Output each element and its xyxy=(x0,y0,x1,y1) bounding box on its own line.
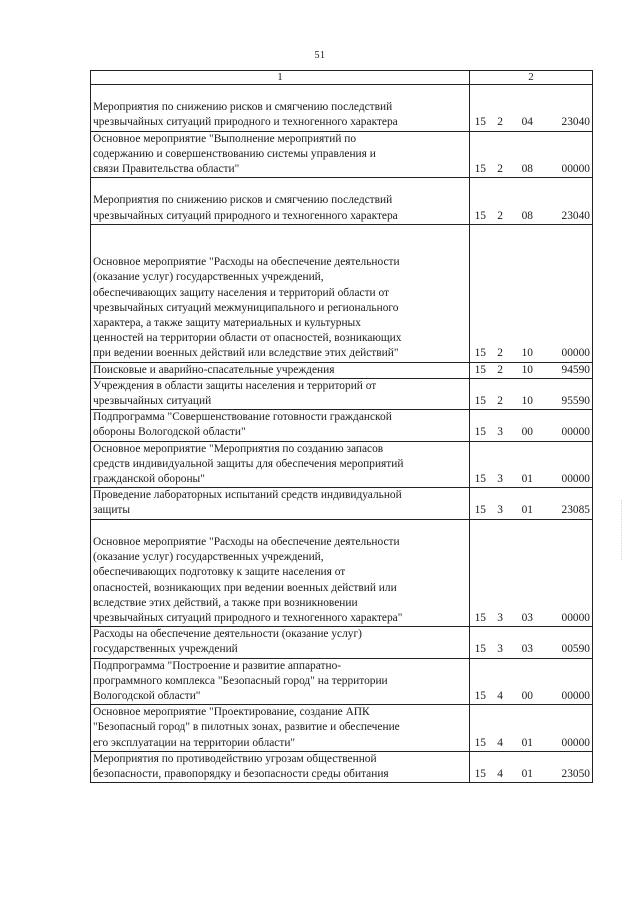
program-code: 15 xyxy=(474,347,486,360)
program-code: 15 xyxy=(474,363,486,376)
description-line: чрезвычайных ситуаций межмуниципального и регионального xyxy=(93,301,399,314)
header-col-1: 1 xyxy=(91,71,470,85)
row-code xyxy=(470,658,593,705)
budget-classification-table xyxy=(90,70,593,783)
row-description xyxy=(91,751,470,782)
subprogram-code: 3 xyxy=(497,611,503,624)
table-row xyxy=(91,362,593,378)
table-row xyxy=(91,131,593,178)
program-code: 15 xyxy=(474,209,486,222)
expense-code: 23085 xyxy=(561,504,590,517)
program-code: 15 xyxy=(474,504,486,517)
table-row xyxy=(91,488,593,519)
activity-code: 01 xyxy=(521,473,533,486)
row-description xyxy=(91,627,470,658)
row-description xyxy=(91,658,470,705)
expense-code: 00000 xyxy=(561,611,590,624)
subprogram-code: 4 xyxy=(497,767,503,780)
activity-code: 08 xyxy=(521,163,533,176)
activity-code: 03 xyxy=(521,643,533,656)
subprogram-code: 3 xyxy=(497,426,503,439)
activity-code: 03 xyxy=(521,611,533,624)
description-line: Подпрограмма "Совершенствование готовности гражданской xyxy=(93,411,392,424)
program-code: 15 xyxy=(474,426,486,439)
description-line: обеспечивающих подготовку к защите населения от xyxy=(93,566,346,579)
table-row xyxy=(91,378,593,409)
program-code: 15 xyxy=(474,473,486,486)
row-description xyxy=(91,85,470,132)
row-code xyxy=(470,751,593,782)
description-line: Вологодской области" xyxy=(93,689,201,702)
program-code: 15 xyxy=(474,611,486,624)
table-row xyxy=(91,705,593,752)
expense-code: 00000 xyxy=(561,163,590,176)
description-line: чрезвычайных ситуаций xyxy=(93,395,212,408)
description-line: безопасности, правопорядку и безопасности среды обитания xyxy=(93,767,389,780)
subprogram-code: 2 xyxy=(497,209,503,222)
description-line: чрезвычайных ситуаций природного и техногенного характера" xyxy=(93,611,403,624)
expense-code: 00000 xyxy=(561,736,590,749)
table-row xyxy=(91,658,593,705)
activity-code: 01 xyxy=(521,736,533,749)
row-description xyxy=(91,488,470,519)
activity-code: 00 xyxy=(521,689,533,702)
row-code xyxy=(470,705,593,752)
subprogram-code: 3 xyxy=(497,504,503,517)
description-line: Основное мероприятие "Выполнение мероприятий по xyxy=(93,132,357,145)
expense-code: 23040 xyxy=(561,116,590,129)
header-col-2: 2 xyxy=(470,71,593,85)
description-line xyxy=(93,85,467,100)
subprogram-code: 3 xyxy=(497,473,503,486)
description-line xyxy=(93,240,467,255)
description-line xyxy=(93,225,467,240)
row-description xyxy=(91,441,470,488)
expense-code: 00000 xyxy=(561,473,590,486)
subprogram-code: 2 xyxy=(497,363,503,376)
row-code xyxy=(470,441,593,488)
description-line: Учреждения в области защиты населения и территорий от xyxy=(93,379,377,392)
subprogram-code: 3 xyxy=(497,643,503,656)
page-number: 51 xyxy=(314,50,326,61)
description-line: Мероприятия по снижению рисков и смягчению последствий xyxy=(93,101,393,114)
description-line: содержанию и совершенствованию системы управления и xyxy=(93,147,376,160)
activity-code: 01 xyxy=(521,504,533,517)
subprogram-code: 2 xyxy=(497,116,503,129)
row-description xyxy=(91,178,470,225)
description-line: Основное мероприятие "Расходы на обеспечение деятельности xyxy=(93,256,400,269)
description-line xyxy=(93,178,467,193)
row-description xyxy=(91,362,470,378)
row-code xyxy=(470,378,593,409)
activity-code: 00 xyxy=(521,426,533,439)
table-row xyxy=(91,224,593,362)
description-line: Основное мероприятие "Мероприятия по созданию запасов xyxy=(93,442,384,455)
program-code: 15 xyxy=(474,689,486,702)
row-code xyxy=(470,178,593,225)
row-code xyxy=(470,224,593,362)
description-line: связи Правительства области" xyxy=(93,163,240,176)
table-row xyxy=(91,441,593,488)
description-line: чрезвычайных ситуаций природного и техногенного характера xyxy=(93,209,398,222)
description-line: характера, а также защиту материальных и культурных xyxy=(93,317,361,330)
table-header-row xyxy=(91,71,593,85)
activity-code: 08 xyxy=(521,209,533,222)
description-line xyxy=(93,520,467,535)
description-line: Мероприятия по снижению рисков и смягчению последствий xyxy=(93,194,393,207)
row-description xyxy=(91,705,470,752)
scan-artifact xyxy=(601,500,622,560)
expense-code: 00000 xyxy=(561,426,590,439)
row-code xyxy=(470,362,593,378)
program-code: 15 xyxy=(474,736,486,749)
expense-code: 23050 xyxy=(561,767,590,780)
row-code xyxy=(470,488,593,519)
description-line: Проведение лабораторных испытаний средств индивидуальной xyxy=(93,489,402,502)
description-line: (оказание услуг) государственных учреждений, xyxy=(93,271,324,284)
expense-code: 23040 xyxy=(561,209,590,222)
description-line: опасностей, возникающих при ведении военных действий или xyxy=(93,581,397,594)
description-line: обороны Вологодской области" xyxy=(93,426,246,439)
program-code: 15 xyxy=(474,643,486,656)
expense-code: 00000 xyxy=(561,347,590,360)
subprogram-code: 2 xyxy=(497,347,503,360)
table-row xyxy=(91,410,593,441)
row-code xyxy=(470,131,593,178)
row-code xyxy=(470,519,593,626)
row-code xyxy=(470,410,593,441)
expense-code: 95590 xyxy=(561,395,590,408)
program-code: 15 xyxy=(474,767,486,780)
description-line: чрезвычайных ситуаций природного и техногенного характера xyxy=(93,116,398,129)
table-row xyxy=(91,178,593,225)
row-code xyxy=(470,85,593,132)
description-line: "Безопасный город" в пилотных зонах, развитие и обеспечение xyxy=(93,721,400,734)
description-line: Поисковые и аварийно-спасательные учреждения xyxy=(93,363,335,376)
description-line: Подпрограмма "Построение и развитие аппаратно- xyxy=(93,659,342,672)
activity-code: 10 xyxy=(521,363,533,376)
description-line: ценностей на территории области от опасностей, возникающих xyxy=(93,332,402,345)
description-line: его эксплуатации на территории области" xyxy=(93,736,296,749)
description-line: государственных учреждений xyxy=(93,643,238,656)
subprogram-code: 4 xyxy=(497,736,503,749)
row-code xyxy=(470,627,593,658)
subprogram-code: 2 xyxy=(497,395,503,408)
description-line: Мероприятия по противодействию угрозам общественной xyxy=(93,752,377,765)
description-line: средств индивидуальной защиты для обеспечения мероприятий xyxy=(93,457,404,470)
expense-code: 00000 xyxy=(561,689,590,702)
row-description xyxy=(91,410,470,441)
subprogram-code: 2 xyxy=(497,163,503,176)
description-line: при ведении военных действий или вследствие этих действий" xyxy=(93,347,399,360)
description-line: программного комплекса "Безопасный город" на территории xyxy=(93,674,388,687)
program-code: 15 xyxy=(474,163,486,176)
row-description xyxy=(91,224,470,362)
table-row xyxy=(91,519,593,626)
activity-code: 10 xyxy=(521,347,533,360)
description-line: Основное мероприятие "Расходы на обеспечение деятельности xyxy=(93,535,400,548)
subprogram-code: 4 xyxy=(497,689,503,702)
row-description xyxy=(91,519,470,626)
table-row xyxy=(91,85,593,132)
activity-code: 01 xyxy=(521,767,533,780)
row-description xyxy=(91,131,470,178)
description-line: гражданской обороны" xyxy=(93,473,205,486)
description-line: Основное мероприятие "Проектирование, создание АПК xyxy=(93,706,370,719)
expense-code: 94590 xyxy=(561,363,590,376)
description-line: (оказание услуг) государственных учреждений, xyxy=(93,551,324,564)
table-row xyxy=(91,627,593,658)
description-line: вследствие этих действий, а также при возникновении xyxy=(93,596,358,609)
description-line: защиты xyxy=(93,504,131,517)
row-description xyxy=(91,378,470,409)
activity-code: 10 xyxy=(521,395,533,408)
description-line: обеспечивающих защиту населения и территорий области от xyxy=(93,286,390,299)
program-code: 15 xyxy=(474,395,486,408)
program-code: 15 xyxy=(474,116,486,129)
description-line: Расходы на обеспечение деятельности (оказание услуг) xyxy=(93,628,362,641)
table-row xyxy=(91,751,593,782)
activity-code: 04 xyxy=(521,116,533,129)
expense-code: 00590 xyxy=(561,643,590,656)
